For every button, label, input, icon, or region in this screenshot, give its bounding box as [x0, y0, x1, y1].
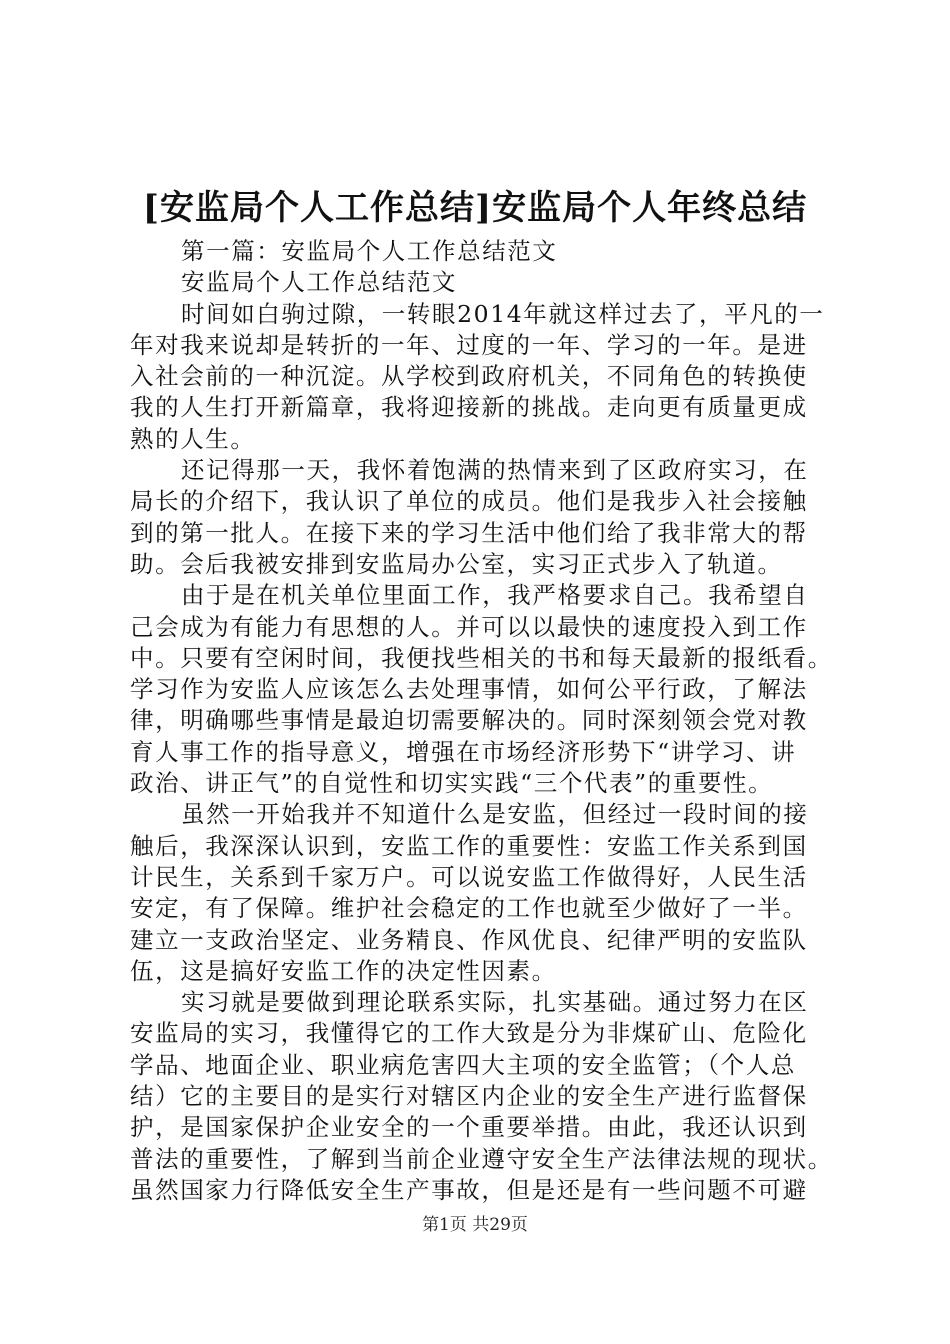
document-body: [130, 236, 835, 1206]
text-line: 虽然一开始我并不知道什么是安监，但经过一段时间的接: [181, 800, 809, 829]
text-line: 我的人生打开新篇章，我将迎接新的挑战。走向更有质量更成: [130, 393, 808, 422]
text-line: 政治、讲正气”的自觉性和切实实践“三个代表”的重要性。: [130, 769, 774, 798]
text-line: 局长的介绍下，我认识了单位的成员。他们是我步入社会接触: [130, 487, 808, 516]
text-line: 伍，这是搞好安监工作的决定性因素。: [130, 956, 557, 985]
text-line: 育人事工作的指导意义，增强在市场经济形势下“讲学习、讲: [130, 737, 797, 766]
text-line: 实习就是要做到理论联系实际，扎实基础。通过努力在区: [181, 988, 809, 1017]
page-footer: 第1页 共29页: [422, 1215, 528, 1235]
text-line: 由于是在机关单位里面工作，我严格要求自己。我希望自: [181, 581, 809, 610]
text-line: 安监局个人工作总结范文: [181, 268, 458, 297]
text-line: 时间如白驹过隙，一转眼2014年就这样过去了，平凡的一: [181, 299, 825, 328]
document-title: [安监局个人工作总结]安监局个人年终总结: [142, 188, 808, 228]
text-line: 年对我来说却是转折的一年、过度的一年、学习的一年。是进: [130, 330, 808, 359]
text-line: 学品、地面企业、职业病危害四大主项的安全监管；（个人总: [130, 1050, 796, 1079]
text-line: 虽然国家力行降低安全生产事故，但是还是有一些问题不可避: [130, 1175, 808, 1204]
text-line: 计民生，关系到千家万户。可以说安监工作做得好，人民生活: [130, 862, 808, 891]
text-line: 建立一支政治坚定、业务精良、作风优良、纪律严明的安监队: [130, 925, 808, 954]
text-line: 结）它的主要目的是实行对辖区内企业的安全生产进行监督保: [130, 1082, 808, 1111]
text-line: 普法的重要性，了解到当前企业遵守安全生产法律法规的现状。: [130, 1144, 833, 1173]
text-line: 律，明确哪些事情是最迫切需要解决的。同时深刻领会党对教: [130, 706, 808, 735]
text-line: 到的第一批人。在接下来的学习生活中他们给了我非常大的帮: [130, 518, 808, 547]
text-line: 安监局的实习，我懂得它的工作大致是分为非煤矿山、危险化: [130, 1019, 808, 1048]
text-line: 熟的人生。: [130, 424, 256, 453]
text-line: 还记得那一天，我怀着饱满的热情来到了区政府实习，在: [181, 456, 809, 485]
text-line: 中。只要有空闲时间，我便找些相关的书和每天最新的报纸看。: [130, 643, 833, 672]
text-line: 入社会前的一种沉淀。从学校到政府机关，不同角色的转换使: [130, 362, 808, 391]
text-line: 触后，我深深认识到，安监工作的重要性：安监工作关系到国: [130, 831, 808, 860]
text-line: 助。会后我被安排到安监局办公室，实习正式步入了轨道。: [130, 549, 783, 578]
text-line: 学习作为安监人应该怎么去处理事情，如何公平行政，了解法: [130, 675, 808, 704]
text-line: 安定，有了保障。维护社会稳定的工作也就至少做好了一半。: [130, 894, 808, 923]
text-line: 护，是国家保护企业安全的一个重要举措。由此，我还认识到: [130, 1113, 808, 1142]
text-line: 己会成为有能力有思想的人。并可以以最快的速度投入到工作: [130, 612, 808, 641]
text-line: 第一篇：安监局个人工作总结范文: [181, 237, 558, 265]
